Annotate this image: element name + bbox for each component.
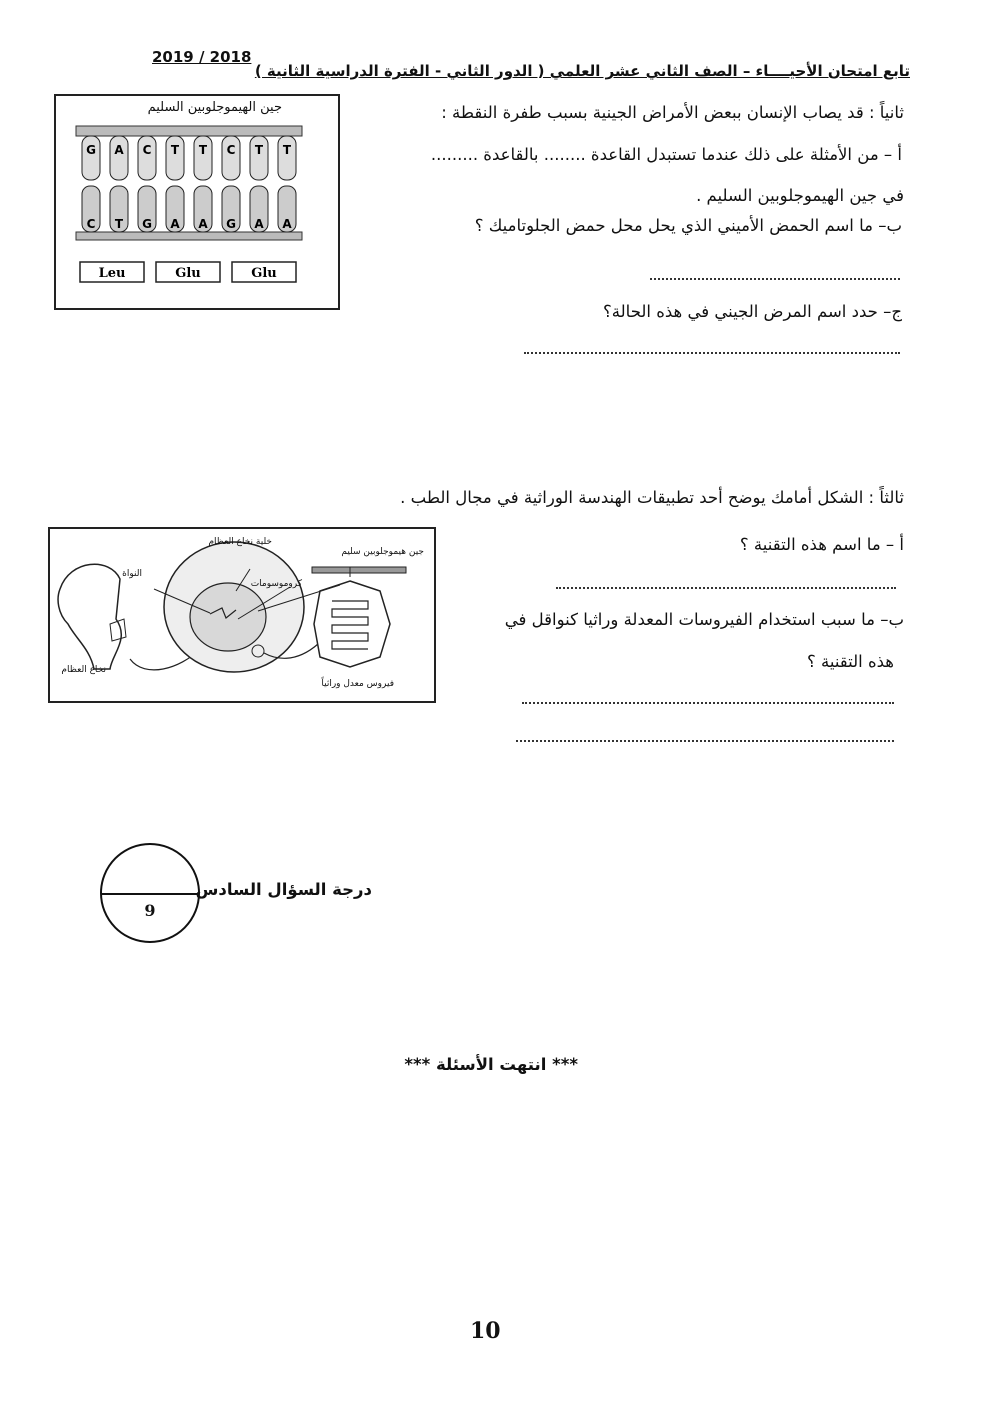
top-base-5 — [222, 136, 240, 180]
score-circle — [100, 843, 200, 943]
amino-acid-0 — [80, 262, 144, 282]
label-marrow: نخاع العظام — [61, 665, 106, 675]
figure-title: جين الهيموجلوبين السليم — [147, 100, 282, 115]
svg-text:A: A — [198, 217, 208, 231]
end-of-questions: *** انتهت الأسئلة *** — [404, 1055, 578, 1074]
label-healthy-gene: جين هيموجلوبين سليم — [341, 547, 424, 557]
svg-text:C: C — [226, 143, 236, 157]
svg-text:G: G — [226, 217, 236, 231]
svg-text:Glu: Glu — [251, 266, 277, 281]
svg-text:T: T — [282, 143, 292, 157]
section-two-question-b: ب– ما اسم الحمض الأميني الذي يحل محل حمض الجلوتاميك ؟ — [474, 216, 902, 235]
answer-line-3a[interactable] — [556, 587, 896, 589]
bottom-base-3 — [166, 186, 184, 232]
hemoglobin-gene-figure — [54, 94, 340, 310]
top-base-4 — [194, 136, 212, 180]
answer-line-b[interactable] — [650, 278, 900, 280]
svg-text:T: T — [114, 217, 124, 231]
svg-text:Glu: Glu — [175, 266, 201, 281]
bottom-base-1 — [110, 186, 128, 232]
answer-line-c[interactable] — [524, 352, 900, 354]
label-virus: فيروس معدل وراثياً — [321, 679, 394, 689]
top-base-2 — [138, 136, 156, 180]
svg-text:G: G — [86, 143, 96, 157]
svg-text:T: T — [170, 143, 180, 157]
dna-strand-diagram — [56, 96, 338, 308]
bottom-base-0 — [82, 186, 100, 232]
score-label: درجة السؤال السادس — [195, 880, 372, 899]
answer-line-3b-1[interactable] — [522, 702, 894, 704]
section-two-question-c: ج– حدد اسم المرض الجيني في هذه الحالة؟ — [603, 302, 902, 321]
bottom-base-6 — [250, 186, 268, 232]
svg-text:A: A — [170, 217, 180, 231]
bottom-base-7 — [278, 186, 296, 232]
exam-header-title: تابع امتحان الأحيــــاء – الصف الثاني عشر العلمي ( الدور الثاني - الفترة الدراسية الثانية ) — [254, 62, 910, 80]
svg-text:A: A — [282, 217, 292, 231]
score-value: 9 — [144, 901, 156, 920]
top-base-6 — [250, 136, 268, 180]
exam-year: 2019 / 2018 — [152, 48, 252, 66]
section-three-intro: ثالثاً : الشكل أمامك يوضح أحد تطبيقات الهندسة الوراثية في مجال الطب . — [400, 488, 904, 507]
section-three-question-b-line2: هذه التقنية ؟ — [807, 652, 894, 671]
section-two-question-a-line2: في جين الهيموجلوبين السليم . — [696, 186, 904, 205]
amino-acid-2 — [232, 262, 296, 282]
section-two-intro: ثانياً : قد يصاب الإنسان ببعض الأمراض الجينية بسبب طفرة النقطة : — [441, 103, 904, 122]
top-base-7 — [278, 136, 296, 180]
bottom-base-4 — [194, 186, 212, 232]
section-three-question-b-line1: ب– ما سبب استخدام الفيروسات المعدلة وراثيا كنواقل في — [504, 610, 904, 629]
label-chromosomes: كروموسومات — [250, 579, 302, 589]
svg-text:T: T — [254, 143, 264, 157]
top-base-1 — [110, 136, 128, 180]
svg-text:Leu: Leu — [98, 266, 126, 281]
svg-text:A: A — [114, 143, 124, 157]
label-marrow-cell: خلية نخاع العظام — [208, 537, 272, 547]
label-nucleus: النواة — [122, 569, 142, 579]
svg-text:A: A — [254, 217, 264, 231]
bottom-base-2 — [138, 186, 156, 232]
top-base-0 — [82, 136, 100, 180]
amino-acid-1 — [156, 262, 220, 282]
svg-text:T: T — [198, 143, 208, 157]
top-base-3 — [166, 136, 184, 180]
bottom-base-5 — [222, 186, 240, 232]
svg-text:C: C — [86, 217, 96, 231]
svg-text:C: C — [142, 143, 152, 157]
section-two-question-a-line1: أ – من الأمثلة على ذلك عندما تستبدل القاعدة ........ بالقاعدة ......... — [430, 145, 902, 164]
section-three-question-a: أ – ما اسم هذه التقنية ؟ — [739, 535, 904, 554]
gene-therapy-figure — [48, 527, 436, 703]
svg-text:G: G — [142, 217, 152, 231]
answer-line-3b-2[interactable] — [516, 740, 894, 742]
page-number: 10 — [470, 1318, 501, 1344]
